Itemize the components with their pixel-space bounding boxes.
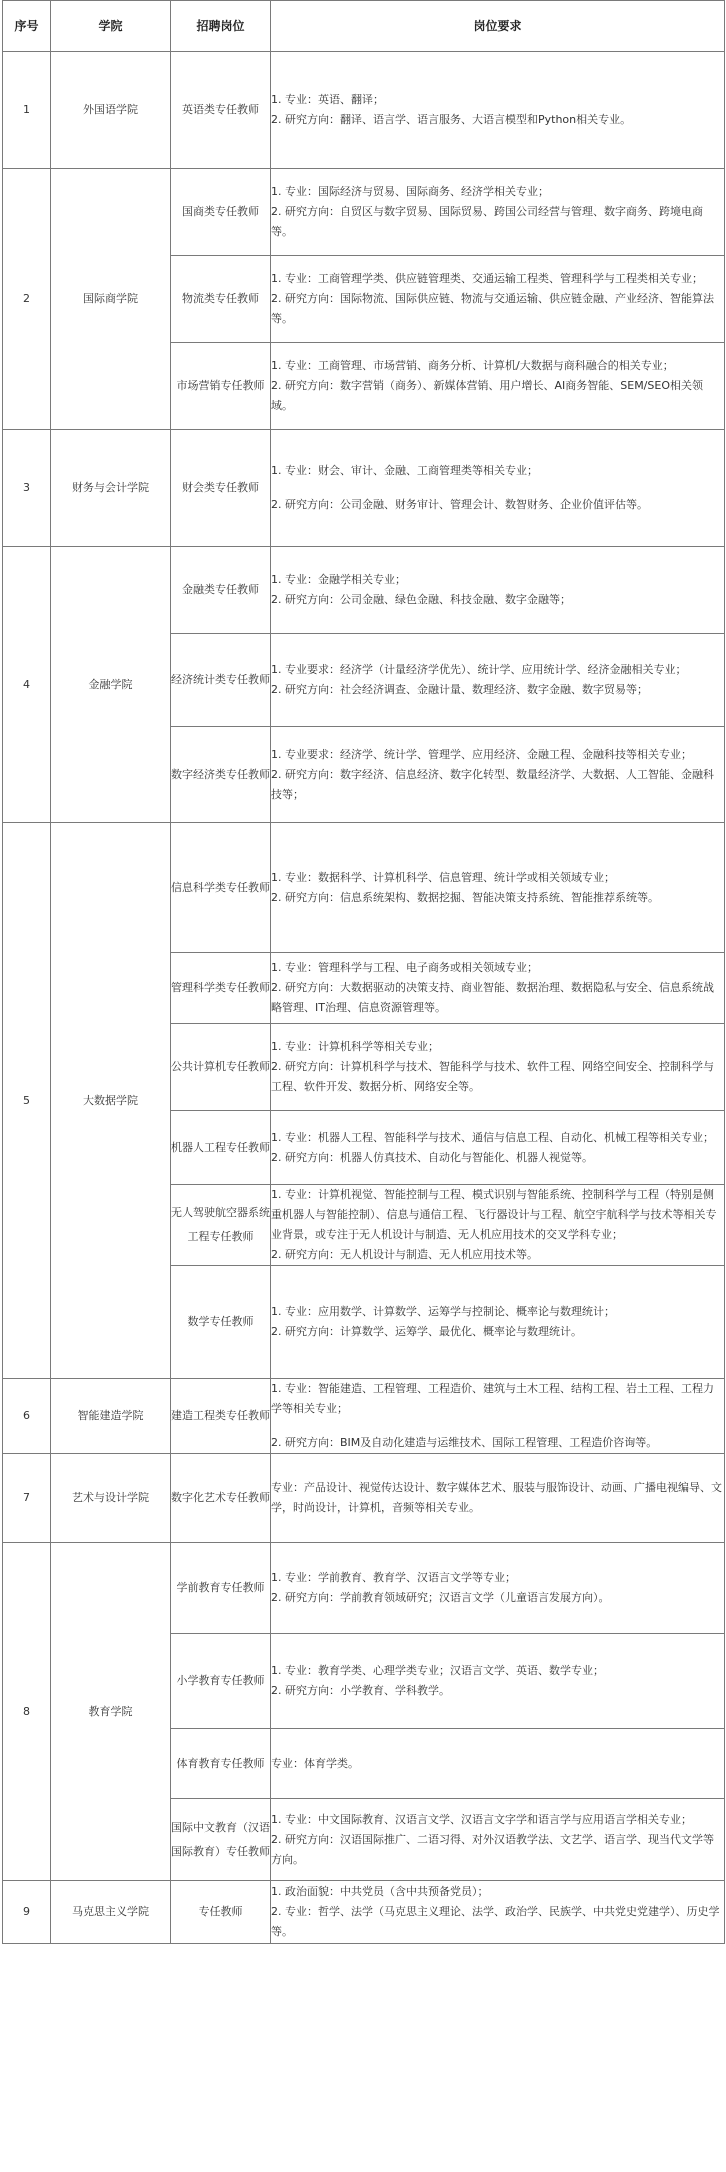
position-title: 公共计算机专任教师 [171,1024,271,1111]
table-row [3,1543,725,1634]
college-name: 智能建造学院 [51,1379,171,1454]
requirement-line: 1. 专业要求：经济学、统计学、管理学、应用经济、金融工程、金融科技等相关专业； [271,747,692,761]
position-title: 财会类专任教师 [171,430,271,547]
requirement-line: 1. 专业：教育学类、心理学类专业；汉语言文学、英语、数学专业； [271,1664,604,1677]
position-requirements [271,634,725,727]
position-requirements [271,1024,725,1111]
row-number: 8 [3,1543,51,1881]
requirement-line: 1. 专业：管理科学与工程、电子商务或相关领域专业； [271,961,538,974]
requirement-line: 2. 研究方向：大数据驱动的决策支持、商业智能、数据治理、数据隐私与安全、信息系统战略管理、IT治理、信息资源管理等。 [271,981,714,1014]
row-number: 5 [3,823,51,1379]
position-requirements [271,727,725,823]
college-name: 马克思主义学院 [51,1881,171,1944]
position-requirements [271,1185,725,1266]
requirement-line: 2. 研究方向：小学教育、学科教学。 [271,1684,450,1697]
table-row [3,823,725,953]
requirement-line: 2. 研究方向：数字营销（商务）、新媒体营销、用户增长、AI商务智能、SEM/SEO相关领域。 [271,379,703,412]
position-requirements [271,953,725,1024]
requirement-line: 2. 研究方向：翻译、语言学、语言服务、大语言模型和Python相关专业。 [271,113,632,126]
position-title: 小学教育专任教师 [171,1634,271,1729]
requirement-line: 1. 专业：数据科学、计算机科学、信息管理、统计学或相关领域专业； [271,870,615,884]
requirement-line: 1. 专业：英语、翻译； [271,93,384,106]
position-requirements [271,1729,725,1799]
position-requirements [271,1881,725,1944]
position-requirements [271,52,725,169]
position-title: 体育教育专任教师 [171,1729,271,1799]
requirement-line: 1. 专业：金融学相关专业； [271,573,406,586]
row-number: 9 [3,1881,51,1944]
requirement-line: 2. 研究方向：机器人仿真技术、自动化与智能化、机器人视觉等。 [271,1150,593,1164]
position-requirements [271,547,725,634]
table-row [3,430,725,547]
table-row [3,547,725,634]
position-title: 管理科学类专任教师 [171,953,271,1024]
position-requirements [271,343,725,430]
table-row [3,169,725,256]
position-requirements [271,1266,725,1379]
requirement-line: 1. 专业：计算机视觉、智能控制与工程、模式识别与智能系统、控制科学与工程（特别是侧重机器人与智能控制）、信息与通信工程、飞行器设计与工程、航空宇航科学与技术等相关专业背景，或专注于无人机设计与制造、无人机应用技术的交叉学科专业； [271,1188,717,1241]
position-requirements [271,430,725,547]
requirement-line: 2. 研究方向：国际物流、国际供应链、物流与交通运输、供应链金融、产业经济、智能算法等。 [271,292,714,325]
requirement-line: 1. 专业：国际经济与贸易、国际商务、经济学相关专业； [271,185,549,198]
row-number: 6 [3,1379,51,1454]
requirement-line: 1. 政治面貌：中共党员（含中共预备党员）； [271,1885,489,1898]
position-title: 数字化艺术专任教师 [171,1454,271,1543]
position-title: 物流类专任教师 [171,256,271,343]
table-row [3,1454,725,1543]
requirement-spacer [271,481,724,495]
requirement-line: 2. 研究方向：无人机设计与制造、无人机应用技术等。 [271,1248,538,1261]
row-number: 7 [3,1454,51,1543]
position-title: 经济统计类专任教师 [171,634,271,727]
position-title: 无人驾驶航空器系统工程专任教师 [171,1185,271,1266]
row-number: 4 [3,547,51,823]
position-requirements [271,1543,725,1634]
table-row [3,1881,725,1944]
position-title: 国际中文教育（汉语国际教育）专任教师 [171,1799,271,1881]
requirement-line: 1. 专业：机器人工程、智能科学与技术、通信与信息工程、自动化、机械工程等相关专业； [271,1130,714,1144]
position-requirements [271,1111,725,1185]
position-requirements [271,1379,725,1454]
requirement-line: 2. 研究方向：数字经济、信息经济、数字化转型、数量经济学、大数据、人工智能、金融科技等； [271,767,714,801]
row-number: 1 [3,52,51,169]
requirement-line: 2. 研究方向：自贸区与数字贸易、国际贸易、跨国公司经营与管理、数字商务、跨境电商等。 [271,205,703,238]
requirement-spacer [271,1419,724,1433]
requirement-line: 2. 研究方向：汉语国际推广、二语习得、对外汉语教学法、文艺学、语言学、现当代文学等方向。 [271,1832,714,1866]
position-title: 英语类专任教师 [171,52,271,169]
position-requirements [271,1634,725,1729]
requirement-line: 1. 专业：财会、审计、金融、工商管理类等相关专业； [271,464,538,477]
header-no: 序号 [3,1,51,52]
college-name: 教育学院 [51,1543,171,1881]
position-title: 机器人工程专任教师 [171,1111,271,1185]
position-title: 市场营销专任教师 [171,343,271,430]
position-requirements [271,256,725,343]
requirement-line: 1. 专业：智能建造、工程管理、工程造价、建筑与土木工程、结构工程、岩土工程、工程力学等相关专业； [271,1382,714,1415]
requirement-line: 1. 专业：工商管理学类、供应链管理类、交通运输工程类、管理科学与工程类相关专业； [271,272,703,285]
table-row [3,1379,725,1454]
position-requirements [271,1799,725,1881]
header-position: 招聘岗位 [171,1,271,52]
table-header-row [3,1,725,52]
requirement-line: 2. 研究方向：信息系统架构、数据挖掘、智能决策支持系统、智能推荐系统等。 [271,890,659,904]
position-title: 金融类专任教师 [171,547,271,634]
position-title: 信息科学类专任教师 [171,823,271,953]
requirement-line: 1. 专业：应用数学、计算数学、运筹学与控制论、概率论与数理统计； [271,1305,615,1318]
college-name: 国际商学院 [51,169,171,430]
requirement-line: 1. 专业要求：经济学（计量经济学优先）、统计学、应用统计学、经济金融相关专业； [271,663,687,676]
requirement-line: 2. 研究方向：公司金融、财务审计、管理会计、数智财务、企业价值评估等。 [271,498,648,511]
requirement-line: 1. 专业：计算机科学等相关专业； [271,1040,439,1053]
requirement-line: 专业：产品设计、视觉传达设计、数字媒体艺术、服装与服饰设计、动画、广播电视编导、文学，时尚设计，计算机，音频等相关专业。 [271,1481,722,1514]
recruitment-table [2,0,725,1944]
position-title: 数字经济类专任教师 [171,727,271,823]
requirement-line: 2. 研究方向：社会经济调查、金融计量、数理经济、数字金融、数字贸易等； [271,683,648,696]
position-title: 数学专任教师 [171,1266,271,1379]
position-title: 学前教育专任教师 [171,1543,271,1634]
row-number: 3 [3,430,51,547]
requirement-line: 2. 研究方向：公司金融、绿色金融、科技金融、数字金融等； [271,593,571,606]
header-college: 学院 [51,1,171,52]
requirement-line: 1. 专业：中文国际教育、汉语言文学、汉语言文字学和语言学与应用语言学相关专业； [271,1812,692,1826]
position-requirements [271,169,725,256]
position-title: 专任教师 [171,1881,271,1944]
requirement-line: 2. 专业：哲学、法学（马克思主义理论、法学、政治学、民族学、中共党史党建学）、历史学等。 [271,1905,720,1938]
requirement-line: 2. 研究方向：计算数学、运筹学、最优化、概率论与数理统计。 [271,1325,582,1338]
college-name: 大数据学院 [51,823,171,1379]
position-requirements [271,823,725,953]
college-name: 财务与会计学院 [51,430,171,547]
requirement-line: 1. 专业：工商管理、市场营销、商务分析、计算机/大数据与商科融合的相关专业； [271,359,674,372]
table-body [3,52,725,1944]
requirement-line: 2. 研究方向：BIM及自动化建造与运维技术、国际工程管理、工程造价咨询等。 [271,1436,658,1449]
college-name: 金融学院 [51,547,171,823]
header-requirements: 岗位要求 [271,1,725,52]
requirement-line: 2. 研究方向：计算机科学与技术、智能科学与技术、软件工程、网络空间安全、控制科学与工程、软件开发、数据分析、网络安全等。 [271,1060,714,1093]
college-name: 艺术与设计学院 [51,1454,171,1543]
requirement-line: 专业：体育学类。 [271,1756,359,1770]
requirement-line: 2. 研究方向：学前教育领域研究；汉语言文学（儿童语言发展方向）。 [271,1591,610,1604]
table-row [3,52,725,169]
requirement-line: 1. 专业：学前教育、教育学、汉语言文学等专业； [271,1571,516,1584]
college-name: 外国语学院 [51,52,171,169]
row-number: 2 [3,169,51,430]
position-title: 国商类专任教师 [171,169,271,256]
position-requirements [271,1454,725,1543]
position-title: 建造工程类专任教师 [171,1379,271,1454]
